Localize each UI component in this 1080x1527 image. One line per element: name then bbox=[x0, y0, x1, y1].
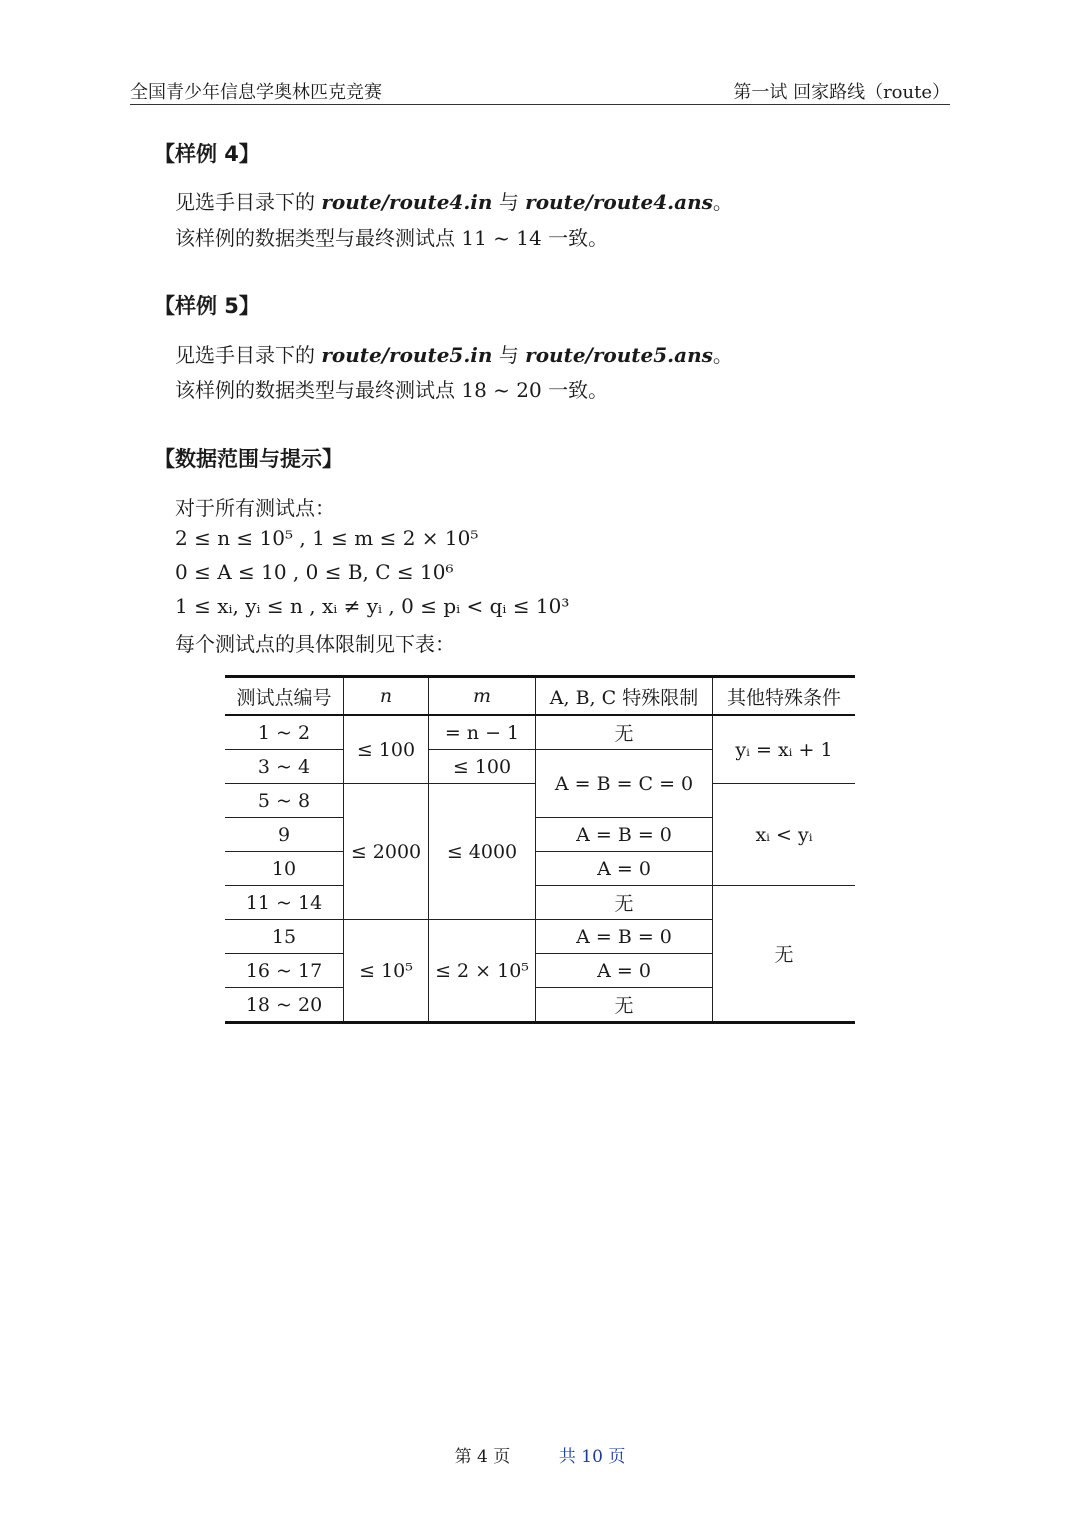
sample5-line-prefix: 见选手目录下的 bbox=[175, 343, 315, 367]
sample4-line-prefix: 见选手目录下的 bbox=[175, 190, 315, 214]
header-n: n bbox=[344, 677, 429, 716]
abc-limit: A = 0 bbox=[536, 954, 713, 988]
abc-limit: A = B = 0 bbox=[536, 818, 713, 852]
m-limit: ≤ 100 bbox=[429, 750, 536, 784]
constraint-a-b-c: 0 ≤ A ≤ 10 , 0 ≤ B, C ≤ 10⁶ bbox=[175, 560, 454, 584]
sample5-note: 该样例的数据类型与最终测试点 18 ~ 20 一致。 bbox=[175, 378, 609, 402]
header-abc-limit: A, B, C 特殊限制 bbox=[536, 677, 713, 716]
sample4-period: 。 bbox=[712, 190, 733, 214]
testcase-id: 10 bbox=[225, 852, 344, 886]
abc-limit: A = B = C = 0 bbox=[536, 750, 713, 818]
table-header-row bbox=[225, 677, 855, 716]
sample5-files-line bbox=[175, 339, 733, 368]
other-condition: yᵢ = xᵢ + 1 bbox=[713, 715, 856, 784]
testcase-id: 18 ~ 20 bbox=[225, 988, 344, 1023]
table-row bbox=[225, 886, 855, 920]
header-other-condition: 其他特殊条件 bbox=[713, 677, 856, 716]
header-m: m bbox=[429, 677, 536, 716]
abc-limit: 无 bbox=[536, 988, 713, 1023]
abc-limit: A = 0 bbox=[536, 852, 713, 886]
other-condition: xᵢ < yᵢ bbox=[713, 784, 856, 886]
testcase-id: 1 ~ 2 bbox=[225, 715, 344, 750]
testcase-id: 3 ~ 4 bbox=[225, 750, 344, 784]
constraints-title: 【数据范围与提示】 bbox=[154, 447, 343, 471]
sample4-title: 【样例 4】 bbox=[154, 142, 260, 166]
abc-limit: 无 bbox=[536, 886, 713, 920]
constraint-x-y-p-q: 1 ≤ xᵢ, yᵢ ≤ n , xᵢ ≠ yᵢ , 0 ≤ pᵢ < qᵢ ≤ 10³ bbox=[175, 594, 570, 618]
sample5-conjunction: 与 bbox=[498, 343, 519, 367]
m-limit: ≤ 2 × 10⁵ bbox=[429, 920, 536, 1023]
sample4-note: 该样例的数据类型与最终测试点 11 ~ 14 一致。 bbox=[175, 226, 609, 250]
table-intro: 每个测试点的具体限制见下表： bbox=[175, 632, 455, 656]
header-contest-name: 全国青少年信息学奥林匹克竞赛 bbox=[130, 82, 382, 103]
constraints-intro: 对于所有测试点： bbox=[175, 496, 335, 520]
n-limit: ≤ 2000 bbox=[344, 784, 429, 920]
constraint-n-m: 2 ≤ n ≤ 10⁵ , 1 ≤ m ≤ 2 × 10⁵ bbox=[175, 526, 479, 550]
sample5-title: 【样例 5】 bbox=[154, 294, 260, 318]
sample4-input-file: route/route4.in bbox=[321, 190, 493, 214]
sample4-files-line bbox=[175, 186, 733, 215]
limits-table bbox=[225, 675, 855, 1024]
page-footer bbox=[0, 1442, 1080, 1467]
header-problem-title: 第一试 回家路线（route） bbox=[733, 82, 950, 103]
sample5-period: 。 bbox=[712, 343, 733, 367]
header-testcase-id: 测试点编号 bbox=[225, 677, 344, 716]
sample4-conjunction: 与 bbox=[498, 190, 519, 214]
m-limit: ≤ 4000 bbox=[429, 784, 536, 920]
testcase-id: 11 ~ 14 bbox=[225, 886, 344, 920]
n-limit: ≤ 100 bbox=[344, 715, 429, 784]
sample5-input-file: route/route5.in bbox=[321, 343, 493, 367]
m-limit: = n − 1 bbox=[429, 715, 536, 750]
page-header bbox=[130, 78, 950, 104]
header-divider bbox=[130, 104, 950, 105]
testcase-id: 15 bbox=[225, 920, 344, 954]
page-total: 共 10 页 bbox=[558, 1447, 626, 1467]
testcase-id: 16 ~ 17 bbox=[225, 954, 344, 988]
testcase-id: 9 bbox=[225, 818, 344, 852]
sample4-answer-file: route/route4.ans bbox=[525, 190, 713, 214]
other-condition: 无 bbox=[713, 886, 856, 1023]
sample5-answer-file: route/route5.ans bbox=[525, 343, 713, 367]
page-number: 第 4 页 bbox=[454, 1447, 511, 1467]
testcase-id: 5 ~ 8 bbox=[225, 784, 344, 818]
abc-limit: 无 bbox=[536, 715, 713, 750]
table-row bbox=[225, 715, 855, 750]
n-limit: ≤ 10⁵ bbox=[344, 920, 429, 1023]
abc-limit: A = B = 0 bbox=[536, 920, 713, 954]
